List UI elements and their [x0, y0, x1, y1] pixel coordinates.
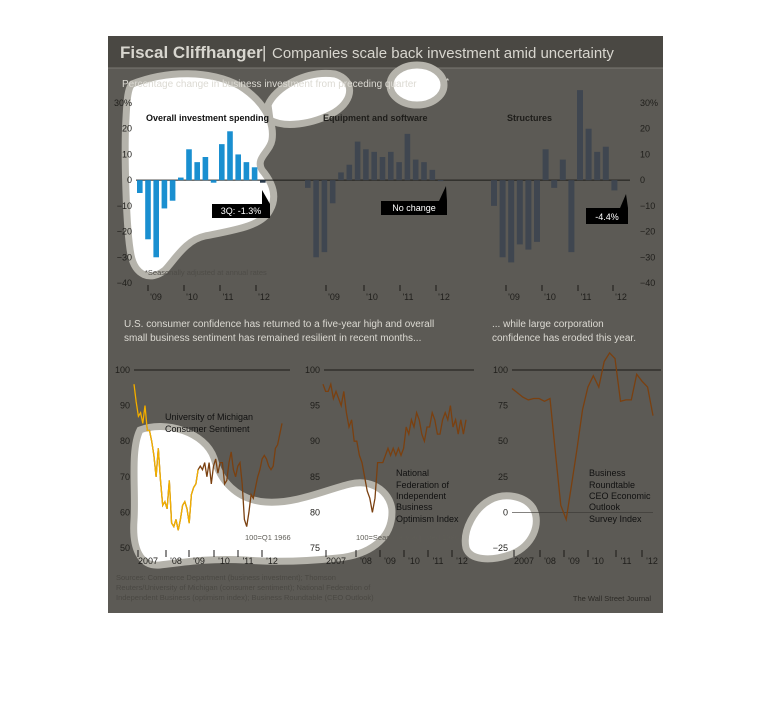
bar	[347, 165, 353, 180]
series-label: National	[396, 468, 430, 478]
y-tick-label: 25	[497, 471, 508, 482]
series-label: Federation of	[396, 480, 450, 490]
y-tick-right: −40	[640, 278, 656, 288]
index-note: 100=Q1 1966	[245, 533, 291, 542]
x-tick-label: '09	[568, 556, 580, 566]
bar	[438, 180, 444, 181]
series-label: Roundtable	[589, 480, 636, 490]
series-label: Optimism Index	[396, 514, 459, 524]
bar	[305, 180, 311, 188]
x-tick-label: 2007	[513, 556, 535, 566]
series-label: Consumer Sentiment	[165, 424, 250, 434]
series-label: Business	[396, 502, 433, 512]
bar	[388, 152, 394, 180]
y-tick-label: 100	[492, 365, 508, 375]
bar	[551, 180, 557, 188]
bar	[534, 180, 540, 242]
x-tick-label: '11	[580, 292, 592, 302]
y-tick-right: 30%	[640, 98, 659, 108]
y-tick-label: 60	[119, 507, 130, 518]
y-tick-label: 75	[309, 543, 320, 553]
bar	[560, 160, 566, 181]
bar	[219, 144, 225, 180]
x-tick-label: '09	[193, 556, 205, 566]
x-tick-label: '11	[620, 556, 632, 566]
bar-chart-title: Equipment and software	[323, 113, 428, 123]
bar	[517, 180, 523, 244]
bar	[500, 180, 506, 257]
y-tick-label: 70	[119, 471, 130, 482]
bar	[162, 180, 168, 208]
y-tick-label: 95	[309, 400, 320, 411]
bar	[405, 134, 411, 180]
x-tick-label: 2007	[325, 556, 347, 566]
bar	[137, 180, 143, 193]
y-tick-left: 0	[126, 175, 132, 186]
y-tick-left: 30%	[113, 98, 132, 108]
bar	[260, 180, 266, 183]
series-label: University of Michigan	[165, 412, 254, 422]
bar	[194, 162, 200, 180]
x-tick-label: '10	[408, 556, 420, 566]
sources-note: Sources: Commerce Department (business investment); Thomson Reuters/University of Michigan (consumer sentiment); National Federation of Independent Business (optimism index); Business Roundtable (CEO Outlook)	[116, 573, 374, 602]
y-tick-left: −40	[116, 278, 132, 288]
x-tick-label: '08	[360, 556, 372, 566]
y-tick-label: 90	[119, 400, 130, 411]
bar	[153, 180, 159, 257]
bar-chart-title: Overall investment spending	[146, 113, 270, 123]
y-tick-label: 80	[119, 436, 130, 447]
x-tick-label: '12	[456, 556, 468, 566]
callout-label: -4.4%	[595, 212, 619, 222]
y-tick-right: 10	[640, 149, 651, 160]
y-tick-left: 10	[121, 149, 132, 160]
y-tick-right: −10	[640, 200, 656, 211]
bar	[322, 180, 328, 252]
y-tick-label: 100	[114, 365, 130, 375]
x-tick-label: 2007	[137, 556, 159, 566]
y-tick-label: −25	[492, 543, 508, 553]
bar	[363, 149, 369, 180]
y-tick-label: 90	[309, 436, 320, 447]
bar	[430, 170, 436, 180]
credit-line: The Wall Street Journal	[572, 594, 651, 603]
x-tick-label: '10	[592, 556, 604, 566]
bar	[380, 157, 386, 180]
bar	[203, 157, 209, 180]
bar	[211, 180, 217, 183]
bar	[355, 142, 361, 181]
seasonal-footnote: *Seasonally adjusted at annual rates	[145, 268, 267, 277]
y-tick-right: 0	[640, 175, 646, 186]
title-separator: |	[262, 43, 267, 62]
x-tick-label: '10	[218, 556, 230, 566]
x-tick-label: '12	[258, 292, 270, 302]
y-tick-right: −20	[640, 226, 656, 237]
bar	[252, 167, 258, 180]
bar	[413, 160, 419, 181]
x-tick-label: '12	[615, 292, 627, 302]
y-tick-left: 20	[121, 123, 132, 134]
bar	[371, 152, 377, 180]
x-tick-label: '11	[242, 556, 254, 566]
x-tick-label: '08	[544, 556, 556, 566]
x-tick-label: '09	[384, 556, 396, 566]
y-tick-label: 50	[497, 436, 508, 447]
bar	[611, 180, 617, 190]
bar	[586, 129, 592, 180]
bar	[235, 154, 241, 180]
x-tick-label: '11	[402, 292, 414, 302]
bar	[508, 180, 514, 262]
bar	[396, 162, 402, 180]
y-tick-label: 50	[119, 543, 130, 553]
bar	[491, 180, 497, 206]
y-tick-right: 20	[640, 123, 651, 134]
bar	[594, 152, 600, 180]
series-label: Business	[589, 468, 626, 478]
bar	[338, 172, 344, 180]
y-tick-left: −20	[116, 226, 132, 237]
y-tick-label: 100	[304, 365, 320, 375]
x-tick-label: '09	[508, 292, 520, 302]
x-tick-label: '09	[328, 292, 340, 302]
x-tick-label: '12	[646, 556, 658, 566]
highlight-blob-sentiment	[134, 426, 392, 565]
x-tick-label: '11	[222, 292, 234, 302]
x-tick-label: '12	[438, 292, 450, 302]
series-label: Outlook	[589, 502, 621, 512]
callout-label: No change	[392, 203, 436, 213]
series-label: CEO Economic	[589, 491, 651, 501]
series-label: Independent	[396, 491, 447, 501]
y-tick-label: 0	[502, 507, 508, 518]
bar	[244, 162, 250, 180]
middle-left-caption: U.S. consumer confidence has returned to a five-year high and overall small business sentiment has remained resilient in recent months...	[124, 319, 435, 344]
bar	[313, 180, 319, 257]
bar	[603, 147, 609, 180]
bar	[178, 178, 184, 181]
callout-pointer	[620, 194, 628, 208]
bar	[227, 131, 233, 180]
bar	[543, 149, 549, 180]
bar-chart-title: Structures	[507, 113, 553, 123]
bar	[145, 180, 151, 239]
bar	[577, 90, 583, 180]
top-caption-mark: *	[446, 77, 450, 86]
callout-pointer	[439, 186, 447, 201]
page-subtitle: Companies scale back investment amid uncertainty	[272, 45, 614, 62]
bar	[525, 180, 531, 249]
x-tick-label: '11	[432, 556, 444, 566]
x-tick-label: '10	[186, 292, 198, 302]
index-note: 100=Seasonally adjusted 1986	[356, 533, 459, 542]
series-label: Survey Index	[589, 514, 642, 524]
page-title: Fiscal Cliffhanger	[120, 43, 263, 62]
bar	[330, 180, 336, 203]
callout-label: 3Q: -1.3%	[220, 206, 262, 216]
bar	[186, 149, 192, 180]
y-tick-label: 85	[309, 471, 320, 482]
x-tick-label: '12	[266, 556, 278, 566]
y-tick-label: 80	[309, 507, 320, 518]
bar	[170, 180, 176, 201]
x-tick-label: '10	[544, 292, 556, 302]
middle-right-caption: ... while large corporation confidence has eroded this year.	[492, 319, 636, 344]
bar	[421, 162, 427, 180]
top-caption: Percentage change in business investment from preceding quarter	[122, 79, 417, 90]
y-tick-left: −10	[116, 200, 132, 211]
x-tick-label: '08	[170, 556, 182, 566]
bar	[568, 180, 574, 252]
y-tick-right: −30	[640, 252, 656, 263]
x-tick-label: '09	[150, 292, 162, 302]
x-tick-label: '10	[366, 292, 378, 302]
y-tick-left: −30	[116, 252, 132, 263]
y-tick-label: 75	[497, 400, 508, 411]
